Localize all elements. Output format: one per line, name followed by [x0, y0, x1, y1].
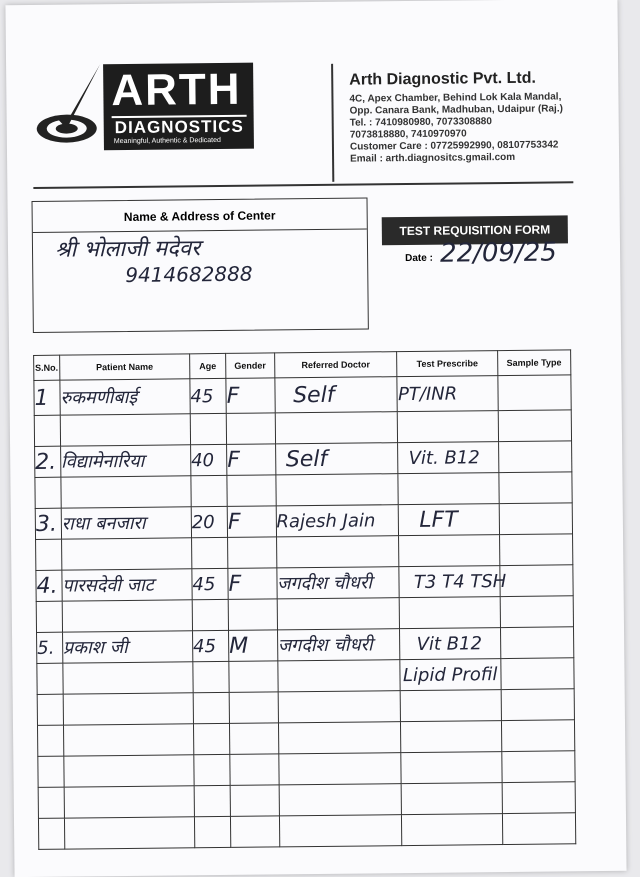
- cell-age: 20: [191, 511, 215, 533]
- cell-referred-doctor: Self: [293, 382, 335, 408]
- date-value-handwritten: 22/09/25: [439, 237, 558, 269]
- col-header-gender: Gender: [226, 353, 275, 379]
- cell-test-prescribe: Vit. B12: [408, 446, 480, 469]
- cell-referred-doctor: जगदीश चौधरी: [277, 634, 373, 657]
- cell-gender: F: [226, 383, 240, 409]
- company-address: 4C, Apex Chamber, Behind Lok Kala Mandal, Opp. Canara Bank, Madhuban, Udaipur (Raj.): [349, 91, 563, 117]
- logo-tagline: Meaningful, Authentic & Dedicated: [113, 136, 221, 146]
- cell-patient-name: प्रकाश जी: [62, 636, 128, 659]
- col-header-sample-type: Sample Type: [497, 350, 571, 376]
- cell-patient-name: विद्यामेनारिया: [60, 450, 145, 473]
- col-header-age: Age: [190, 353, 226, 378]
- cell-sno: 5.: [37, 637, 55, 659]
- col-header-patient-name: Patient Name: [59, 354, 189, 380]
- cell-age: 45: [192, 573, 216, 595]
- patient-table: [33, 349, 576, 850]
- col-header-referred-doctor: Referred Doctor: [274, 352, 397, 378]
- company-email: Email : arth.diagnositcs.gmail.com: [350, 151, 516, 165]
- cell-sample-type: [499, 518, 571, 519]
- cell-test-prescribe: T3 T4 TSH: [413, 570, 507, 593]
- brand-logo: [103, 63, 254, 151]
- cell-sample-type: [498, 392, 570, 393]
- company-details: [349, 91, 585, 165]
- form-title-banner: TEST REQUISITION FORM: [382, 215, 568, 245]
- logo-sub-text: DIAGNOSTICS: [112, 115, 247, 138]
- cell-age: 45: [192, 635, 217, 657]
- cell-patient-name: रुकमणीबाई: [60, 386, 138, 409]
- cell-sno: 3.: [35, 511, 58, 537]
- target-check-logo-icon: [32, 60, 103, 151]
- cell-referred-doctor: जगदीश चौधरी: [277, 572, 373, 595]
- cell-sno: 1: [34, 385, 49, 411]
- cell-referred-doctor: Rajesh Jain: [276, 509, 376, 532]
- cell-age: 40: [191, 449, 215, 471]
- header-divider: [331, 64, 334, 182]
- cell-sample-type: [499, 456, 571, 457]
- table-row: [34, 375, 571, 416]
- cell-gender: F: [227, 509, 241, 535]
- cell-test-prescribe-extra: Lipid Profil: [402, 663, 498, 686]
- table-row: [38, 813, 575, 850]
- company-tel-2: 7073818880, 7410970970: [349, 128, 467, 141]
- cell-referred-doctor: Self: [285, 446, 328, 472]
- center-address-box: [32, 197, 369, 333]
- company-customer-care: Customer Care : 07725992990, 08107753342: [349, 139, 559, 153]
- cell-patient-name: पारसदेवी जाट: [62, 574, 154, 597]
- cell-test-prescribe: LFT: [419, 507, 458, 533]
- company-tel: Tel. : 7410980980, 7073308880: [349, 116, 492, 129]
- logo-brand-text: ARTH: [111, 64, 242, 116]
- col-header-test-prescribe: Test Prescribe: [397, 351, 497, 377]
- date-label: Date :: [405, 252, 433, 265]
- requisition-form-sheet: [5, 0, 626, 877]
- cell-gender: M: [229, 633, 249, 659]
- col-header-sno: S.No.: [34, 355, 60, 380]
- center-box-title: Name & Address of Center: [33, 198, 367, 232]
- cell-sample-type: [501, 642, 573, 643]
- cell-gender: F: [227, 447, 241, 473]
- cell-sno: 2.: [35, 449, 57, 475]
- center-name-handwritten: श्री भोलाजी मदेवर: [54, 236, 201, 263]
- center-phone-handwritten: 9414682888: [125, 261, 253, 287]
- header-rule: [33, 181, 573, 189]
- cell-gender: F: [228, 571, 242, 597]
- cell-test-prescribe: Vit B12: [416, 632, 483, 655]
- cell-sample-type: [500, 580, 572, 581]
- company-name: Arth Diagnostic Pvt. Ltd.: [349, 69, 537, 89]
- cell-test-prescribe: PT/INR: [397, 383, 458, 405]
- cell-sno: 4.: [36, 573, 58, 599]
- cell-patient-name: राधा बनजारा: [61, 512, 146, 535]
- cell-age: 45: [190, 385, 214, 407]
